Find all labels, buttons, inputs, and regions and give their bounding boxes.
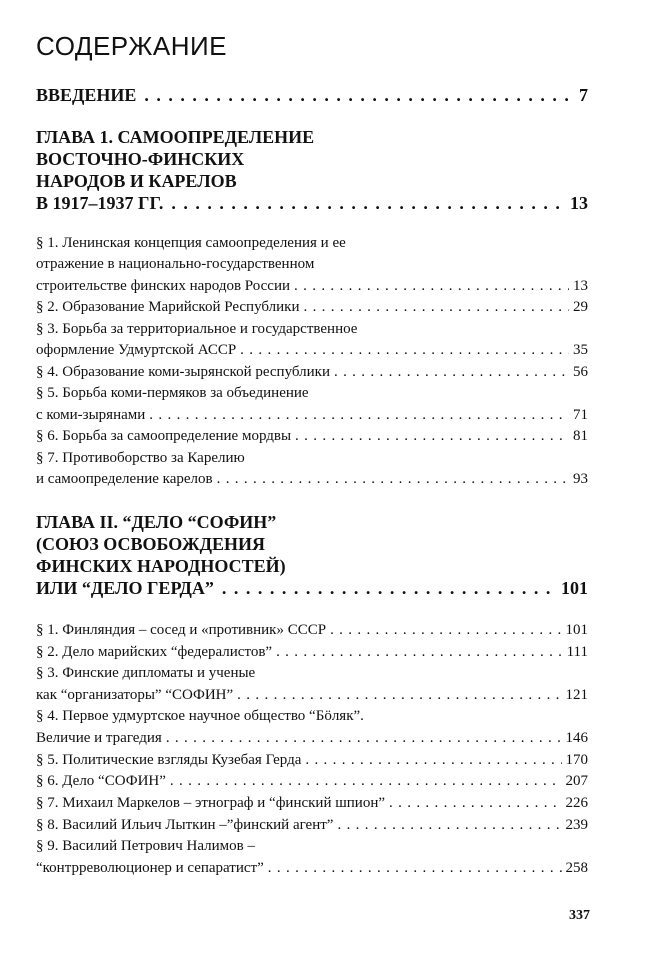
- toc-page-number: 13: [570, 193, 588, 213]
- dot-leader: [305, 750, 561, 772]
- toc-page-number: 101: [561, 578, 588, 598]
- section-entry: § 8. Василий Ильич Лыткин –”финский агент” . . . 239: [36, 815, 588, 837]
- chapter-1-title-line: ГЛАВА 1. САМООПРЕДЕЛЕНИЕ: [36, 127, 315, 147]
- toc-page-number: 170: [565, 752, 588, 768]
- section-entry: § 6. Дело “СОФИН” . . . 207: [36, 771, 588, 793]
- dot-leader: [217, 469, 569, 491]
- toc-page-number: 239: [565, 817, 588, 833]
- chapter-1-title-final-line: В 1917–1937 ГГ. . . . 13: [36, 192, 588, 215]
- dot-leader: [389, 793, 561, 815]
- section-line: § 3. Борьба за территориальное и государственное: [36, 321, 358, 337]
- section-entry: “контрреволюционер и сепаратист” . . . 258: [36, 858, 588, 880]
- chapter-1-title-line: ВОСТОЧНО-ФИНСКИХ: [36, 149, 245, 169]
- dot-leader: [144, 84, 573, 107]
- toc-page-number: 81: [573, 428, 588, 444]
- dot-leader: [268, 858, 562, 880]
- dot-leader: [294, 276, 569, 298]
- dot-leader: [295, 426, 569, 448]
- chapter-2-title-line: ФИНСКИХ НАРОДНОСТЕЙ): [36, 556, 286, 576]
- dot-leader: [334, 362, 569, 384]
- toc-page-number: 13: [573, 278, 588, 294]
- page-folio-number: 337: [569, 908, 590, 923]
- toc-page-number: 35: [573, 342, 588, 358]
- section-entry: строительстве финских народов России . . . 13: [36, 276, 588, 298]
- section-line: § 5. Борьба коми-пермяков за объединение: [36, 385, 309, 401]
- chapter-1-title-line: НАРОДОВ И КАРЕЛОВ: [36, 171, 237, 191]
- section-line: § 4. Первое удмуртское научное общество “Бöляк”.: [36, 708, 364, 724]
- section-entry: и самоопределение карелов . . . 93: [36, 469, 588, 491]
- chapter-2-title-line: ГЛАВА II. “ДЕЛО “СОФИН”: [36, 512, 277, 532]
- section-line: § 9. Василий Петрович Налимов –: [36, 838, 255, 854]
- section-line: отражение в национально-государственном: [36, 256, 315, 272]
- section-entry: § 6. Борьба за самоопределение мордвы . . . 81: [36, 426, 588, 448]
- section-line: § 1. Ленинская концепция самоопределения и ее: [36, 235, 346, 251]
- toc-page: [36, 0, 588, 960]
- section-entry: как “организаторы” “СОФИН” . . . 121: [36, 685, 588, 707]
- section-entry: § 5. Политические взгляды Кузебая Герда . . . 170: [36, 750, 588, 772]
- toc-page-number: 226: [565, 795, 588, 811]
- toc-page-number: 71: [573, 407, 588, 423]
- dot-leader: [337, 815, 561, 837]
- section-entry: с коми-зырянами . . . 71: [36, 405, 588, 427]
- dot-leader: [166, 728, 562, 750]
- toc-page-number: 101: [565, 622, 588, 638]
- toc-page-number: 29: [573, 299, 588, 315]
- section-entry: § 7. Михаил Маркелов – этнограф и “финский шпион” . . . 226: [36, 793, 588, 815]
- dot-leader: [171, 192, 564, 215]
- dot-leader: [222, 577, 555, 600]
- toc-introduction: [36, 84, 588, 107]
- section-entry: § 4. Образование коми-зырянской республики . . . 56: [36, 362, 588, 384]
- dot-leader: [276, 642, 563, 664]
- section-entry: Величие и трагедия . . . 146: [36, 728, 588, 750]
- section-entry: оформление Удмуртской АССР . . . 35: [36, 340, 588, 362]
- toc-page-number: 56: [573, 364, 588, 380]
- toc-page-number: 111: [566, 644, 588, 660]
- dot-leader: [303, 297, 569, 319]
- section-entry: § 2. Образование Марийской Республики . . . 29: [36, 297, 588, 319]
- dot-leader: [170, 771, 562, 793]
- toc-page-number: 7: [579, 85, 588, 105]
- toc-page-number: 93: [573, 471, 588, 487]
- dot-leader: [240, 340, 569, 362]
- section-line: § 3. Финские дипломаты и ученые: [36, 665, 256, 681]
- toc-page-number: 121: [565, 687, 588, 703]
- chapter-2-title-line: (СОЮЗ ОСВОБОЖДЕНИЯ: [36, 534, 266, 554]
- toc-page-number: 207: [565, 773, 588, 789]
- toc-entry-label: ВВЕДЕНИЕ: [36, 85, 137, 105]
- chapter-2-title-final-line: ИЛИ “ДЕЛО ГЕРДА” . . . 101: [36, 577, 588, 600]
- section-entry: § 1. Финляндия – сосед и «противник» СССР . . . 101: [36, 620, 588, 642]
- dot-leader: [149, 405, 569, 427]
- toc-page-number: 258: [565, 860, 588, 876]
- section-line: § 7. Противоборство за Карелию: [36, 450, 245, 466]
- dot-leader: [237, 685, 561, 707]
- section-entry: § 2. Дело марийских “федералистов” . . . 111: [36, 642, 588, 664]
- toc-page-number: 146: [565, 730, 588, 746]
- dot-leader: [330, 620, 561, 642]
- page-title: СОДЕРЖАНИЕ: [36, 31, 228, 61]
